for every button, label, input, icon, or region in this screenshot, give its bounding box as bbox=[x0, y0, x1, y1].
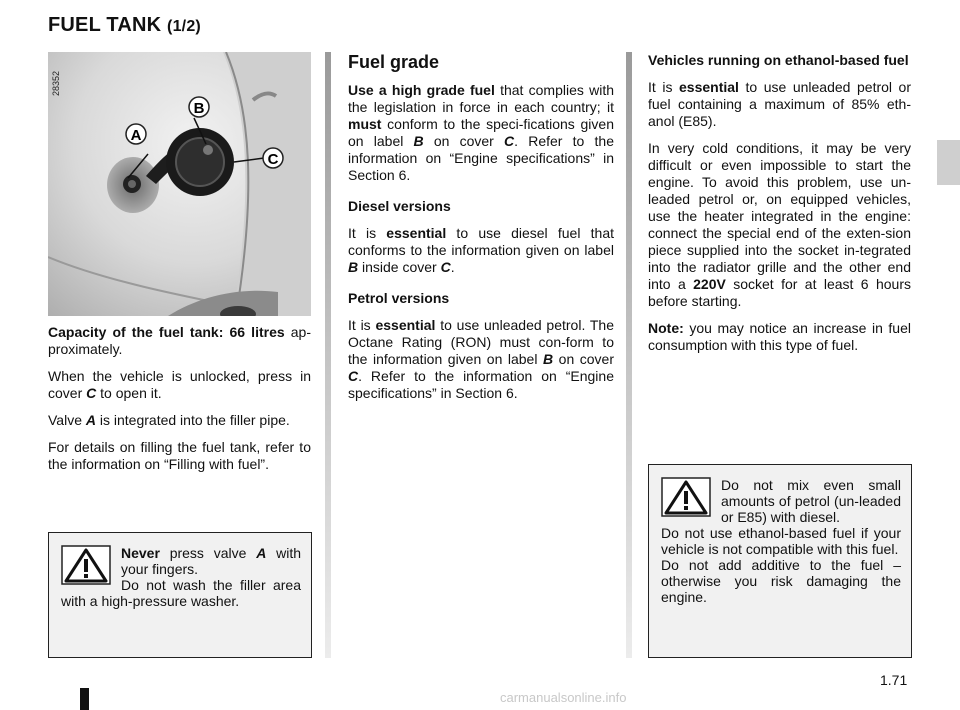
warning-box-fuel-mix bbox=[648, 464, 912, 658]
fuel-filler-illustration bbox=[48, 52, 311, 316]
warning-triangle-icon bbox=[61, 545, 111, 585]
fuel-filler-drawing bbox=[48, 52, 311, 316]
capacity-paragraph: Capacity of the fuel tank: 66 litres ap-proximately. bbox=[48, 324, 311, 357]
figure-code bbox=[50, 58, 62, 98]
warning-line: Do not mix even small amounts of petrol (un-leaded or E85) with diesel. bbox=[721, 477, 901, 525]
diesel-paragraph: It is essential to use diesel fuel that conforms to the information given on label B inside cover C. bbox=[348, 225, 614, 275]
warning-line: Never press valve A with your fingers. bbox=[121, 545, 301, 577]
petrol-heading: Petrol versions bbox=[348, 290, 450, 306]
column-1 bbox=[48, 324, 311, 483]
fuel-grade-paragraph: Use a high grade fuel that complies with the legislation in force in each country; it must conform to the speci-fications given on label B on cover C. Refer to the information on “Engine specifications” in Section 6. bbox=[348, 82, 614, 183]
label-c: C bbox=[267, 151, 279, 168]
note-paragraph: Note: you may notice an increase in fuel consumption with this type of fuel. bbox=[648, 320, 911, 353]
page-title bbox=[48, 14, 201, 37]
column-divider bbox=[626, 52, 632, 658]
watermark: carmanualsonline.info bbox=[500, 690, 627, 705]
unlock-paragraph: When the vehicle is unlocked, press in cover C to open it. bbox=[48, 368, 311, 401]
ethanol-heading: Vehicles running on ethanol-based fuel bbox=[648, 52, 909, 68]
cold-conditions-paragraph: In very cold conditions, it may be very difficult or even impossible to start the engine. To avoid this problem, use un-leaded petrol or, on equipped vehicles, use the heater integrated in the engine: connect the special end of the exten-sion piece supplied into the socket in-tegrated into the radiator grille and the other end into a 220V socket for at least 6 hours before starting. bbox=[648, 140, 912, 309]
column-3 bbox=[648, 52, 911, 364]
column-2 bbox=[348, 52, 614, 412]
figure-code-text: 28352 bbox=[51, 70, 61, 96]
footer-bar bbox=[80, 688, 89, 710]
warning-line: Do not add additive to the fuel – otherwise you risk damaging the engine. bbox=[661, 557, 901, 605]
page-number: 1.71 bbox=[880, 672, 908, 688]
warning-triangle-icon bbox=[661, 477, 711, 517]
column-divider bbox=[325, 52, 331, 658]
fuel-grade-heading: Fuel grade bbox=[348, 52, 440, 72]
details-paragraph: For details on filling the fuel tank, refer to the information on “Filling with fuel”. bbox=[48, 439, 311, 472]
warning-line: Do not use ethanol-based fuel if your vehicle is not compatible with this fuel. bbox=[661, 525, 901, 557]
title-part: (1/2) bbox=[167, 18, 201, 35]
warning-box-valve bbox=[48, 532, 312, 658]
title-text: FUEL TANK bbox=[48, 14, 162, 36]
section-tab bbox=[937, 140, 960, 185]
label-b: B bbox=[193, 100, 205, 117]
label-a: A bbox=[130, 127, 142, 144]
warning-line: Do not wash the filler area with a high-pressure washer. bbox=[61, 577, 301, 609]
valve-paragraph: Valve A is integrated into the filler pipe. bbox=[48, 412, 290, 428]
petrol-paragraph: It is essential to use unleaded petrol. The Octane Rating (RON) must con-form to the information given on label B on cover C. Refer to the information on “Engine specifications” in Section 6. bbox=[348, 317, 614, 401]
ethanol-paragraph: It is essential to use unleaded petrol or fuel containing a maximum of 85% eth-anol (E85). bbox=[648, 79, 912, 129]
diesel-heading: Diesel versions bbox=[348, 198, 451, 214]
